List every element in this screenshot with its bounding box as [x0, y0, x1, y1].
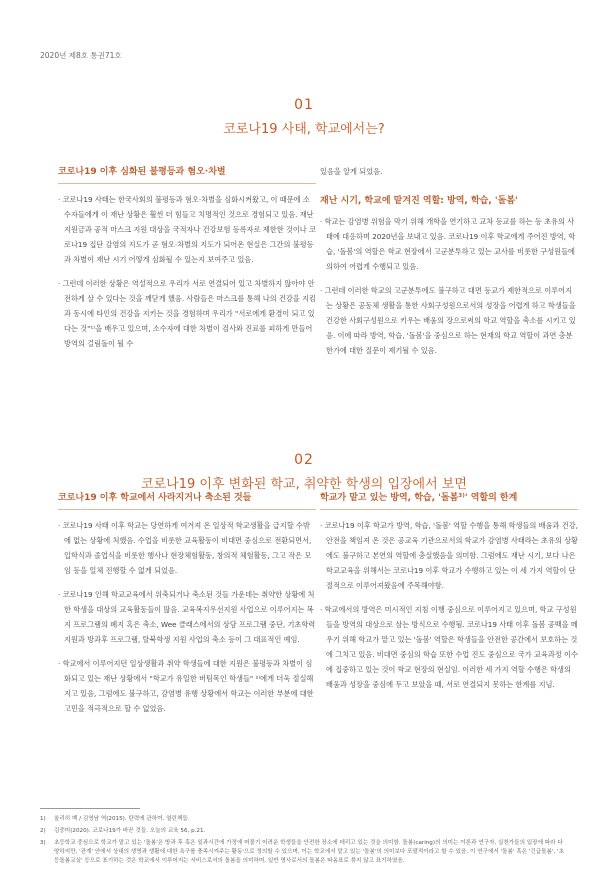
- issue-label: 2020년 제8호 통권71호: [40, 51, 122, 60]
- footnote-1: [40, 815, 568, 824]
- section-1-title: 코로나19 사태, 학교에서는?: [223, 122, 385, 137]
- footnote-3: [40, 839, 568, 866]
- footnote-divider: [40, 808, 140, 809]
- footnote-2-number: 2): [40, 828, 46, 834]
- section-2-left-column: [58, 490, 316, 725]
- section-1-number: 01: [294, 97, 314, 113]
- section-2-right-para-1: · 코로나19 이후 학교가 방역, 학습, '돌봄' 역할 수행을 통해 학생들의 배움과 건강, 안전을 책임져 온 것은 공교육 기관으로서의 학교가 감염병 사태라는 초유의 상황에도 불구하고 본연의 역할에 충실했음을 의미함. 그럼에도 재난 시기, 보다 나은 학교교육을 위해서는 코로나19 이후 학교가 수행하고 있는 이 세 가지 역할이 단절적으로 이루어져왔음에 주목해야함.: [320, 521, 578, 590]
- section-1-left-para-1: · 코로나19 사태는 한국사회의 불평등과 혐오·차별을 심화시켜왔고, 이 때문에 소수자들에게 이 재난 상황은 훨씬 더 힘들고 치명적인 것으로 경험되고 있음. 재난지원금과 공적 마스크 지원 대상을 국적자나 건강보험 등록자로 제한한 것이나 코로나19 집단 감염의 지도가 곧 혐오·차별의 지도가 되어온 현실은 그간의 불평등과 차별이 재난 시기 어떻게 심화될 수 있는지 보여주고 있음.: [58, 195, 316, 264]
- footnote-3-text: 초등학교 중심으로 학교가 맡고 있는 '돌봄'은 방과 후 혹은 일과시간에 가정에 머물기 어려운 학생들을 안전한 장소에 데리고 있는 것을 의미함. 돌봄(caring)의 의미는 이론과 연구자, 실천가들의 입장에 따라 다양하지만, '관계' 안에서 상대의 생명과 생활에 대한 욕구를 충족시켜주는 활동'으로 정의할 수 있으며, 이는 학교에서 맡고 있는 '돌봄'의 의미보다 포괄적이라고 할 수 있음. 이 연구에서 '돌봄' 혹은 '긴급돌봄', '초등돌봄교실' 등으로 표기하는 것은 학교에서 이루어지는 서비스로서의 돌봄을 의미하며, 일반 명사로서의 돌봄은 따옴표로 묶지 않고 표기하였음.: [54, 840, 564, 864]
- section-2-left-para-3: · 학교에서 이루어지던 일상생활과 취약 학생들에 대한 지원은 불평등과 차별이 심화되고 있는 재난 상황에서 "학교가 유일한 버팀목인 학생들" ²⁾에게 더욱 절실해지고 있음, 그럼에도 불구하고, 감염병 유행 상황에서 학교는 이러한 부분에 대한 고민을 적극적으로 할 수 없었음.: [58, 659, 314, 713]
- section-2-number: 02: [294, 452, 314, 468]
- section-1-right-para-2: · 그런데 이러한 학교의 고군분투에도 불구하고 대면 등교가 제한적으로 이루어지는 상황은 공동체 생활을 통한 사회구성원으로서의 성장을 어렵게 하고 학생들을 건강한 사회구성원으로 키우는 배움의 장으로써의 학교 역할을 축소를 시키고 있음. 이에 따라 방역, 학습, '돌봄'을 중심으로 하는 현재의 학교 역할이 과연 충분한가에 대한 질문이 제기될 수 있음.: [320, 286, 576, 355]
- section-2-right-subtitle: 학교가 맡고 있는 방역, 학습, '돌봄³⁾' 역할의 한계: [320, 490, 578, 510]
- section-2-right-column: [320, 490, 578, 701]
- section-1-heading: [0, 97, 608, 137]
- section-2-left-subtitle: 코로나19 이후 학교에서 사라지거나 축소된 것들: [58, 490, 316, 510]
- footnote-2: [40, 827, 568, 836]
- section-2-title: 코로나19 이후 변화된 학교, 취약한 학생의 입장에서 보면: [141, 477, 467, 492]
- section-1-left-subtitle: 코로나19 이후 심화된 불평등과 혐오·차별: [58, 164, 316, 184]
- section-1-left-para-2: · 그런데 이러한 상황은 역설적으로 우리가 서로 연결되어 있고 차별하지 않아야 안전하게 살 수 있다는 것을 깨닫게 했음. 사람들은 마스크를 통해 나의 건강을 지킴과 동시에 타인의 건강을 지키는 것을 경험하며 우리가 "서로에게 환경이 되고 있다는 것"¹⁾을 배우고 있으며, 소수자에 대한 차별이 검사와 진료를 피하게 만들어 방역의 걸림돌이 될 수: [58, 279, 316, 348]
- section-1-right-lead: 있음을 알게 되었음.: [320, 167, 383, 176]
- footnote-2-text: 김중미(2020). 코로나19가 바꾼 것들. 오늘의 교육 56, p.21.: [54, 828, 206, 834]
- section-2-heading: [0, 452, 608, 492]
- section-1-left-column: [58, 164, 316, 360]
- footnote-1-text: 울리히 벡 / 김영남 역(2015). 탄력에 관하여. 열린책들.: [54, 816, 190, 822]
- section-1-right-subtitle: 재난 시기, 학교에 맡겨진 역할: 방역, 학습, '돌봄': [320, 196, 518, 206]
- section-2-left-para-2: · 코로나19 인해 학교교육에서 위축되거나 축소된 것들 가운데는 취약한 상황에 처한 학생을 대상의 교육활동들이 많음. 교육복지우선지원 사업으로 이루어지는 복지 프로그램의 폐지 혹은 축소, Wee 클래스에서의 상담 프로그램 중단, 기초학력지원과 방과후 프로그램, 탈북학생 지원 사업의 축소 등이 그 대표적인 예임.: [58, 590, 316, 644]
- section-2-right-para-2: · 학교에서의 방역은 미시적인 지침 이행 중심으로 이루어지고 있으며, 학교 구성원들을 방역의 대상으로 삼는 방식으로 수행됨. 코로나19 사태 이후 돌봄 공백을 메우기 위해 학교가 맡고 있는 '돌봄' 역할은 학생들을 안전한 공간에서 보호하는 것에 그치고 있음. 비대면 중심의 학습 또한 수업 진도 중심으로 국가 교육과정 이수에 집중하고 있는 것이 학교 현장의 현실임. 이러한 세 가지 역할 수행은 학생의 배움과 성장을 중심에 두고 보았을 때, 서로 연결되지 못하는 한계를 지님.: [320, 605, 578, 689]
- section-1-right-para-1: · 학교는 감염병 위험을 막기 위해 개학을 연기하고 교차 등교를 하는 등 초유의 사태에 대응하며 2020년을 보내고 있음. 코로나19 이후 학교에게 주어진 방역, 학습, '돌봄'의 역할은 학교 현장에서 고군분투하고 있는 교사를 비롯한 구성원들에 의하여 어렵게 수행되고 있음.: [320, 217, 576, 271]
- section-2-left-para-1: · 코로나19 사태 이후 학교는 당연하게 여겨져 온 일상적 학교생활을 급지할 수밖에 없는 상황에 처했음. 수업을 비롯한 교육활동이 비대면 중심으로 전환되면서, 입학식과 졸업식을 비롯한 행사나 현장체험활동, 창의적 체험활동, 그고 작은 모임 등을 일체 진행할 수 없게 되었음.: [58, 521, 312, 575]
- footnote-1-number: 1): [40, 816, 46, 822]
- footnotes: [40, 815, 568, 869]
- footnote-3-number: 3): [40, 840, 46, 846]
- section-1-right-column: [320, 164, 578, 367]
